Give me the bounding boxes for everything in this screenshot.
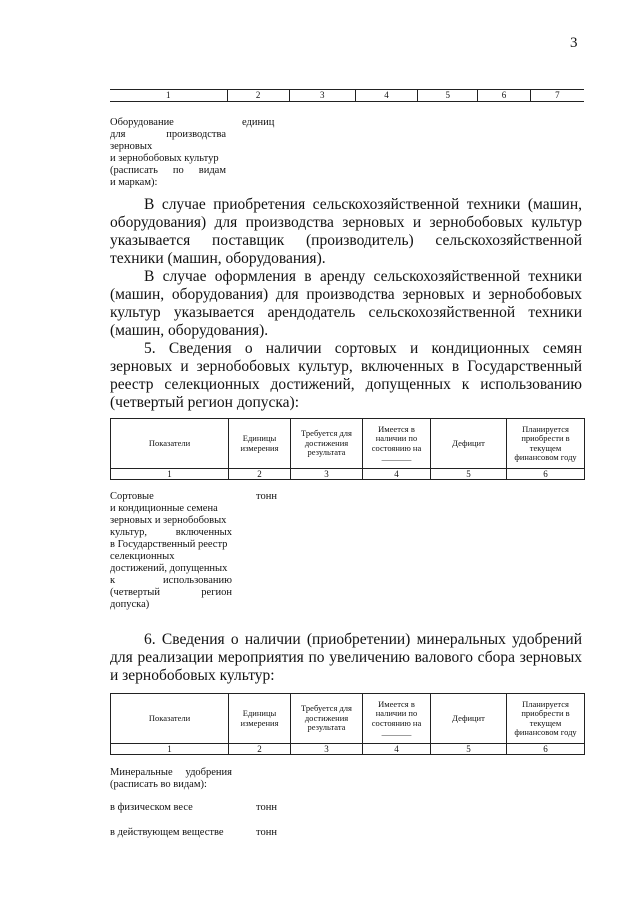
header-available: Имеется в наличии по состоянию на _______ [363, 419, 431, 469]
header-indicators: Показатели [111, 419, 229, 469]
col-num: 2 [227, 90, 289, 101]
header-indicators: Показатели [111, 694, 229, 744]
col-num: 5 [431, 469, 507, 480]
fertilizer-physical-weight: в физическом весе [110, 802, 193, 813]
equipment-label: Оборудование для производства зерновых и зернобобовых культур (расписать по видам и маркам): [110, 117, 226, 188]
fertilizer-table-header [110, 693, 585, 755]
fertilizer-active-substance: в действующем веществе [110, 827, 224, 838]
section-5-heading: 5. Сведения о наличии сортовых и кондиционных семян зерновых и зернобобовых культур, включенных в Государственный реестр селекционных достижений, допущенных к использованию (четвертый регион допуска): [110, 340, 582, 411]
col-num: 5 [431, 744, 507, 755]
seeds-label: Сортовые и кондиционные семена зерновых и зернобобовых культур, включенных в Государственный реестр селекционных достижений, допущенных к использованию (четвертый регион допуска) [110, 491, 232, 610]
header-deficit: Дефицит [431, 419, 507, 469]
header-required: Требуется для достижения результата [291, 694, 363, 744]
header-available: Имеется в наличии по состоянию на _______ [363, 694, 431, 744]
col-num: 2 [229, 469, 291, 480]
equipment-unit: единиц [242, 117, 275, 128]
col-num: 6 [477, 90, 529, 101]
paragraph-lease: В случае оформления в аренду сельскохозяйственной техники (машин, оборудования) для производства зерновых и зернобобовых культур указывается арендодатель сельскохозяйственной техники (машин, оборудования). [110, 268, 582, 339]
col-num: 6 [507, 469, 585, 480]
col-num: 4 [363, 469, 431, 480]
fertilizer-label: Минеральные удобрения (расписать во видам): [110, 767, 232, 790]
col-num: 1 [111, 469, 229, 480]
col-num: 3 [289, 90, 355, 101]
seeds-unit: тонн [256, 491, 277, 502]
header-units: Единицы измерения [229, 694, 291, 744]
col-num: 3 [291, 744, 363, 755]
fertilizer-active-unit: тонн [256, 827, 277, 838]
col-num: 7 [530, 90, 584, 101]
header-deficit: Дефицит [431, 694, 507, 744]
fertilizer-physical-unit: тонн [256, 802, 277, 813]
col-num: 1 [111, 744, 229, 755]
header-required: Требуется для достижения результата [291, 419, 363, 469]
col-num: 4 [363, 744, 431, 755]
header-planned: Планируется приобрести в текущем финансовом году [507, 694, 585, 744]
seeds-table-header [110, 418, 585, 480]
section-6-heading: 6. Сведения о наличии (приобретении) минеральных удобрений для реализации мероприятия по увеличению валового сбора зерновых и зернобобовых культур: [110, 631, 582, 684]
col-num: 3 [291, 469, 363, 480]
col-num: 2 [229, 744, 291, 755]
col-num: 5 [417, 90, 477, 101]
page-number: 3 [570, 35, 578, 51]
column-number-row [110, 89, 584, 102]
col-num: 6 [507, 744, 585, 755]
header-planned: Планируется приобрести в текущем финансовом году [507, 419, 585, 469]
col-num: 4 [355, 90, 417, 101]
paragraph-purchase: В случае приобретения сельскохозяйственной техники (машин, оборудования) для производства зерновых и зернобобовых культур указывается поставщик (производитель) сельскохозяйственной техники (машин, оборудования). [110, 196, 582, 267]
col-num: 1 [166, 90, 171, 100]
header-units: Единицы измерения [229, 419, 291, 469]
